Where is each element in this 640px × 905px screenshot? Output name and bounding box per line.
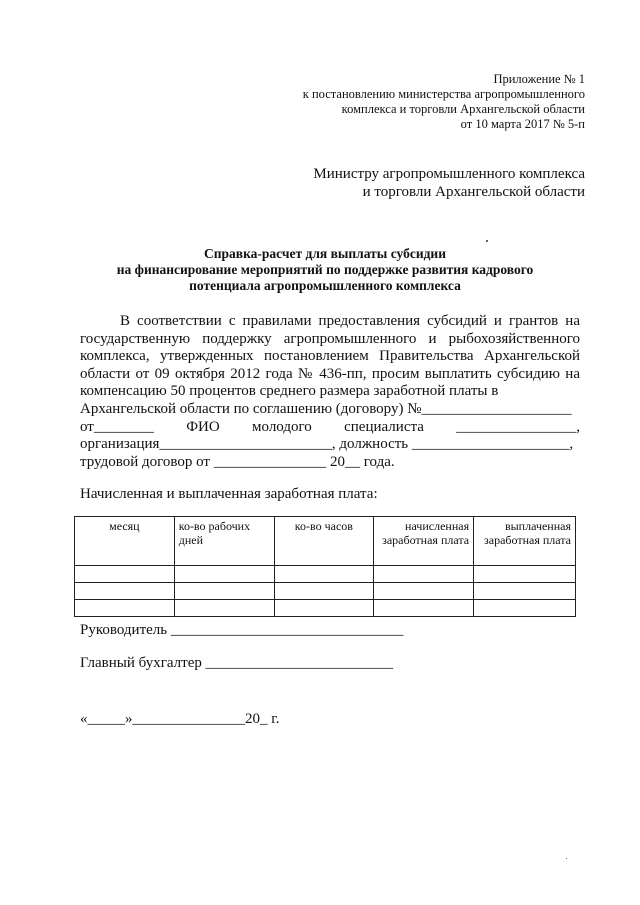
table-cell[interactable]: [474, 566, 576, 583]
salary-label: Начисленная и выплаченная заработная плата:: [80, 486, 378, 502]
table-row: [75, 566, 576, 583]
header-work-days: ко-во рабочих дней: [174, 517, 274, 566]
table-cell[interactable]: [274, 566, 374, 583]
fio-label: ФИО: [186, 418, 220, 435]
table-cell[interactable]: [274, 600, 374, 617]
appendix-line: комплекса и торговли Архангельской области: [341, 102, 585, 116]
header-paid: выплаченная заработная плата: [474, 517, 576, 566]
young-label: молодого: [252, 418, 312, 435]
table-cell[interactable]: [474, 583, 576, 600]
table-row: [75, 600, 576, 617]
table-cell[interactable]: [75, 583, 175, 600]
table-cell[interactable]: [174, 566, 274, 583]
from-line: [80, 419, 580, 437]
fio-field: ________________,: [456, 418, 580, 435]
table-row: [75, 583, 576, 600]
contract-line: трудовой договор от _______________ 20__ года.: [80, 453, 395, 470]
agreement-line: Архангельской области по соглашению (договору) №____________________: [80, 400, 572, 417]
addressee: [313, 165, 585, 201]
table-cell[interactable]: [474, 600, 576, 617]
signature-date: «_____»_______________20_ г.: [80, 711, 280, 727]
accountant-signature: Главный бухгалтер _________________________: [80, 655, 394, 671]
body-paragraph: В соответствии с правилами предоставления субсидий и грантов на государственную поддержку агропромышленного и рыбохозяйственного комплекса, утвержденных постановлением Правительства Архангельской области от 09 октября 2012 года № 436-пп, просим выплатить субсидию на компенсацию 50 процентов среднего размера заработной платы в: [80, 313, 580, 400]
scan-speck: [566, 858, 567, 859]
director-signature: Руководитель _______________________________: [80, 622, 404, 638]
header-hours: ко-во часов: [274, 517, 374, 566]
table-cell[interactable]: [174, 600, 274, 617]
from-date-field: от________: [80, 418, 154, 435]
table-cell[interactable]: [75, 566, 175, 583]
specialist-label: специалиста: [344, 418, 424, 435]
appendix-line: Приложение № 1: [493, 72, 585, 86]
stray-dot: [486, 240, 488, 242]
appendix-line: от 10 марта 2017 № 5-п: [460, 117, 585, 131]
table-cell[interactable]: [274, 583, 374, 600]
title-line: потенциала агропромышленного комплекса: [189, 278, 461, 293]
table-cell[interactable]: [174, 583, 274, 600]
title-line: Справка-расчет для выплаты субсидии: [204, 246, 446, 261]
appendix-line: к постановлению министерства агропромышленного: [302, 87, 585, 101]
appendix-header: [303, 72, 585, 132]
addressee-line: и торговли Архангельской области: [362, 184, 585, 200]
table-cell[interactable]: [374, 600, 474, 617]
table-cell[interactable]: [75, 600, 175, 617]
organization-line: организация_______________________, должность _____________________,: [80, 436, 574, 453]
document-body: [80, 313, 580, 471]
table-cell[interactable]: [374, 583, 474, 600]
document-title: [60, 246, 590, 294]
table-cell[interactable]: [374, 566, 474, 583]
title-line: на финансирование мероприятий по поддержке развития кадрового: [116, 262, 534, 277]
header-month: месяц: [75, 517, 175, 566]
header-accrued: начисленная заработная плата: [374, 517, 474, 566]
salary-table: [74, 516, 576, 617]
addressee-line: Министру агропромышленного комплекса: [313, 166, 585, 182]
table-header-row: [75, 517, 576, 566]
